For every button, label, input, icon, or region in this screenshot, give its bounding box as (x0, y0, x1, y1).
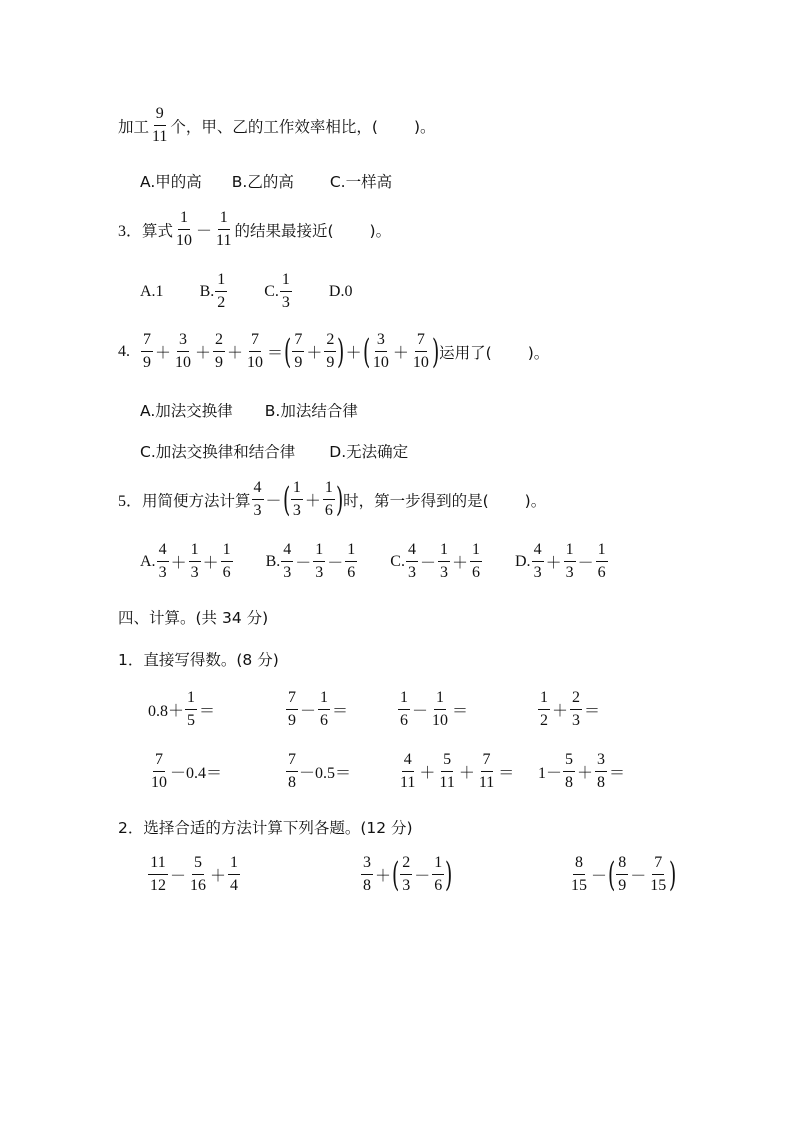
denominator: 10 (412, 354, 429, 371)
denominator: 6 (400, 712, 408, 729)
fraction (313, 542, 325, 581)
q4-suffix: 运用了( (439, 343, 492, 362)
fraction (173, 332, 193, 371)
plus-sign: ＋ (458, 765, 475, 782)
denominator: 11 (400, 774, 416, 791)
denominator: 6 (597, 564, 606, 581)
q2-suffix: 个，甲、乙的工作效率相比，( (170, 117, 378, 136)
numerator: 1 (564, 542, 576, 562)
q4-option-a[interactable]: A.加法交换律 (140, 402, 233, 420)
right-paren: ) (431, 331, 440, 372)
equals-sign: ＝ (199, 703, 216, 720)
q4-number: 4. (118, 342, 130, 360)
q3-prefix: 算式 (142, 221, 174, 240)
numerator: 1 (318, 690, 330, 710)
denominator: 3 (292, 502, 301, 519)
q2-option-b[interactable]: B.乙的高 (231, 173, 294, 191)
numerator: 4 (281, 542, 293, 562)
calc-item (568, 855, 677, 894)
numerator: 7 (652, 855, 664, 875)
denominator: 4 (230, 877, 239, 894)
minus-sign: － (170, 868, 187, 885)
fraction (323, 480, 335, 519)
q3-option-a[interactable]: A.1 (140, 282, 164, 300)
plus-sign: ＋ (345, 345, 362, 362)
minus-sign: － (412, 703, 429, 720)
fraction (318, 690, 330, 729)
q2-close: )。 (413, 117, 436, 136)
fraction (213, 332, 225, 371)
fraction (188, 855, 208, 894)
calc-item (148, 690, 216, 729)
q2-options (140, 170, 392, 192)
denominator: 9 (215, 354, 224, 371)
q4-options-row1 (140, 399, 358, 421)
left-paren: ( (362, 331, 370, 372)
plus-sign: ＋ (552, 703, 569, 720)
denominator: 10 (175, 354, 192, 371)
denominator: 2 (217, 294, 226, 311)
q5-stem (118, 480, 546, 519)
calc-item (285, 752, 351, 791)
fraction (280, 272, 292, 311)
numerator: 1 (215, 272, 227, 292)
subsection-1 (118, 648, 279, 670)
fraction (324, 332, 336, 371)
numerator: 7 (286, 690, 298, 710)
denominator: 3 (533, 564, 542, 581)
equals-sign: ＝ (584, 703, 601, 720)
expr-text: －0.5＝ (299, 765, 352, 782)
right-paren: ) (335, 479, 344, 520)
denominator: 10 (176, 232, 193, 249)
denominator: 11 (439, 774, 455, 791)
numerator: 4 (402, 752, 414, 772)
numerator: 2 (570, 690, 582, 710)
denominator: 6 (222, 564, 231, 581)
numerator: 1 (185, 690, 197, 710)
numerator: 1 (313, 542, 325, 562)
q4-options-row2 (140, 440, 408, 462)
minus-sign: － (630, 868, 647, 885)
plus-sign: ＋ (545, 555, 562, 572)
numerator: 3 (177, 332, 189, 352)
denominator: 6 (347, 564, 356, 581)
fraction (281, 542, 293, 581)
denominator: 2 (540, 712, 548, 729)
denominator: 8 (288, 774, 296, 791)
denominator: 3 (281, 294, 290, 311)
fraction (437, 752, 456, 791)
numerator: 4 (252, 480, 264, 500)
plus-sign: ＋ (577, 765, 594, 782)
fraction (174, 210, 194, 249)
numerator: 1 (345, 542, 357, 562)
q5-option-d[interactable]: D. (515, 552, 531, 570)
q5-option-c[interactable]: C. (390, 552, 405, 570)
q5-option-b[interactable]: B. (265, 552, 281, 570)
fraction (406, 542, 418, 581)
q5-options (140, 542, 609, 581)
denominator: 15 (571, 877, 587, 894)
denominator: 8 (597, 774, 606, 791)
numerator: 7 (141, 332, 153, 352)
denominator: 3 (283, 564, 292, 581)
numerator: 7 (286, 752, 298, 772)
denominator: 3 (190, 564, 199, 581)
minus-sign: － (419, 555, 436, 572)
numerator: 11 (148, 855, 167, 875)
plus-sign: ＋ (306, 345, 323, 362)
fraction (148, 855, 168, 894)
fraction (252, 480, 264, 519)
fraction (286, 690, 298, 729)
right-paren: ) (669, 854, 677, 895)
q3-options (140, 272, 352, 311)
denominator: 9 (294, 354, 303, 371)
numerator: 1 (189, 542, 201, 562)
section-title: 四、计算。(共 34 分) (118, 609, 269, 627)
calc-item (360, 855, 453, 894)
left-paren: ( (284, 331, 292, 372)
q3-option-b-label[interactable]: B. (199, 282, 215, 300)
denominator: 10 (432, 712, 449, 729)
denominator: 3 (565, 564, 574, 581)
denominator: 3 (158, 564, 167, 581)
subsection-2 (118, 816, 413, 838)
plus-sign: ＋ (155, 345, 172, 362)
fraction (361, 855, 373, 894)
q3-option-d[interactable]: D.0 (328, 282, 353, 300)
denominator: 8 (565, 774, 574, 791)
numerator: 7 (249, 332, 261, 352)
minus-sign: － (300, 703, 317, 720)
denominator: 11 (216, 232, 232, 249)
expr-text: 1－ (538, 765, 563, 782)
fraction (648, 855, 668, 894)
fraction (430, 690, 450, 729)
denominator: 5 (187, 712, 196, 729)
fraction (398, 690, 410, 729)
numerator: 2 (324, 332, 336, 352)
right-paren: ) (445, 854, 453, 895)
plus-sign: ＋ (170, 555, 187, 572)
expr-text: －0.4＝ (170, 765, 223, 782)
numerator: 1 (398, 690, 410, 710)
fraction (563, 752, 575, 791)
numerator: 5 (563, 752, 575, 772)
denominator: 10 (372, 354, 389, 371)
fraction (470, 542, 482, 581)
fraction (438, 542, 450, 581)
denominator: 3 (407, 564, 416, 581)
fraction (185, 690, 197, 729)
fraction (570, 690, 582, 729)
numerator: 4 (532, 542, 544, 562)
calc-item (397, 752, 515, 791)
minus-sign: － (591, 868, 608, 885)
q3-option-c-label[interactable]: C. (264, 282, 279, 300)
q5-prefix: 用简便方法计算 (142, 491, 251, 510)
numerator: 5 (441, 752, 453, 772)
denominator: 3 (439, 564, 448, 581)
numerator: 7 (481, 752, 493, 772)
plus-sign: ＋ (210, 868, 227, 885)
equals-sign: ＝ (267, 345, 284, 362)
numerator: 4 (157, 542, 169, 562)
plus-sign: ＋ (375, 868, 392, 885)
numerator: 2 (213, 332, 225, 352)
q5-number: 5． (118, 493, 143, 510)
numerator: 8 (573, 855, 585, 875)
calc-item (147, 855, 241, 894)
fraction (371, 332, 391, 371)
plus-sign: ＋ (419, 765, 436, 782)
q5-option-a[interactable]: A. (140, 552, 156, 570)
plus-sign: ＋ (451, 555, 468, 572)
fraction (538, 690, 550, 729)
fraction (595, 752, 607, 791)
minus-sign: － (327, 555, 344, 572)
numerator: 1 (221, 542, 233, 562)
denominator: 3 (315, 564, 324, 581)
plus-sign: ＋ (304, 493, 321, 510)
numerator: 8 (616, 855, 628, 875)
numerator: 1 (291, 480, 303, 500)
q4-option-d[interactable]: D.无法确定 (329, 443, 409, 461)
minus-sign: － (577, 555, 594, 572)
denominator: 9 (618, 877, 627, 894)
right-paren: ) (337, 331, 345, 372)
fraction (345, 542, 357, 581)
left-paren: ( (282, 479, 290, 520)
numerator: 1 (323, 480, 335, 500)
minus-sign: － (196, 223, 213, 240)
denominator: 11 (152, 128, 168, 145)
q5-suffix: 时，第一步得到的是( (343, 491, 489, 510)
minus-sign: － (295, 555, 312, 572)
calc-item (285, 690, 349, 729)
denominator: 3 (253, 502, 262, 519)
numerator: 3 (595, 752, 607, 772)
q3-close: )。 (369, 221, 392, 240)
numerator: 7 (153, 752, 165, 772)
section-heading (118, 606, 268, 628)
denominator: 9 (326, 354, 335, 371)
denominator: 10 (151, 774, 167, 791)
numerator: 1 (228, 855, 240, 875)
fraction (411, 332, 431, 371)
numerator: 1 (596, 542, 608, 562)
fraction (149, 752, 169, 791)
q2-prefix: 加工 (118, 117, 150, 136)
fraction-9-11 (150, 106, 169, 145)
denominator: 12 (150, 877, 166, 894)
numerator: 1 (438, 542, 450, 562)
numerator: 3 (361, 855, 373, 875)
equals-sign: ＝ (332, 703, 349, 720)
fraction (215, 272, 227, 311)
fraction (214, 210, 233, 249)
q2-option-c[interactable]: C.一样高 (329, 173, 393, 191)
fraction (616, 855, 628, 894)
numerator: 4 (406, 542, 418, 562)
numerator: 7 (292, 332, 304, 352)
denominator: 6 (472, 564, 480, 581)
numerator: 5 (192, 855, 204, 875)
numerator: 1 (538, 690, 550, 710)
fraction (228, 855, 240, 894)
calc-item (397, 690, 469, 729)
equals-sign: ＝ (452, 703, 469, 720)
calc-item (148, 752, 222, 791)
numerator: 2 (400, 855, 412, 875)
numerator: 1 (432, 855, 444, 875)
q4-option-b[interactable]: B.加法结合律 (264, 402, 358, 420)
fraction (400, 855, 412, 894)
minus-sign: － (414, 868, 431, 885)
equals-sign: ＝ (609, 765, 626, 782)
numerator: 9 (154, 106, 166, 126)
denominator: 3 (402, 877, 411, 894)
fraction (398, 752, 417, 791)
fraction (141, 332, 153, 371)
denominator: 6 (434, 877, 443, 894)
fraction (221, 542, 233, 581)
numerator: 1 (280, 272, 292, 292)
q2-option-a[interactable]: A.甲的高 (140, 173, 202, 191)
numerator: 1 (178, 210, 190, 230)
denominator: 11 (478, 774, 495, 791)
fraction (292, 332, 304, 371)
q3-suffix: 的结果最接近( (234, 221, 334, 240)
q5-close: )。 (524, 491, 547, 510)
fraction (189, 542, 201, 581)
denominator: 6 (324, 502, 333, 519)
fraction (532, 542, 544, 581)
denominator: 10 (247, 354, 264, 371)
expr-text: 0.8＋ (148, 703, 185, 720)
q4-stem (118, 332, 549, 371)
fraction (432, 855, 444, 894)
calc-item (537, 690, 601, 729)
q4-close: )。 (527, 343, 550, 362)
q4-option-c[interactable]: C.加法交换律和结合律 (140, 443, 296, 461)
fraction (569, 855, 589, 894)
minus-sign: － (265, 493, 282, 510)
q3-number: 3． (118, 223, 143, 240)
fraction (286, 752, 298, 791)
q3-stem (118, 210, 391, 249)
numerator: 3 (375, 332, 387, 352)
denominator: 16 (190, 877, 207, 894)
fraction (596, 542, 608, 581)
subsection-title: 2．选择合适的方法计算下列各题。(12 分) (118, 819, 413, 837)
fraction (291, 480, 303, 519)
calc-item (538, 752, 626, 791)
fraction (564, 542, 576, 581)
denominator: 15 (650, 877, 667, 894)
numerator: 7 (415, 332, 427, 352)
denominator: 9 (143, 354, 151, 371)
numerator: 1 (218, 210, 230, 230)
fraction (157, 542, 169, 581)
equals-sign: ＝ (498, 765, 515, 782)
subsection-title: 1．直接写得数。(8 分) (118, 651, 279, 669)
denominator: 8 (363, 877, 371, 894)
denominator: 6 (320, 712, 329, 729)
plus-sign: ＋ (392, 345, 409, 362)
denominator: 3 (572, 712, 581, 729)
left-paren: ( (608, 854, 616, 895)
plus-sign: ＋ (195, 345, 212, 362)
q2-stem (118, 106, 436, 145)
plus-sign: ＋ (227, 345, 244, 362)
numerator: 1 (434, 690, 446, 710)
denominator: 9 (288, 712, 296, 729)
numerator: 1 (470, 542, 482, 562)
plus-sign: ＋ (202, 555, 219, 572)
left-paren: ( (392, 854, 400, 895)
fraction (245, 332, 265, 371)
fraction (477, 752, 496, 791)
